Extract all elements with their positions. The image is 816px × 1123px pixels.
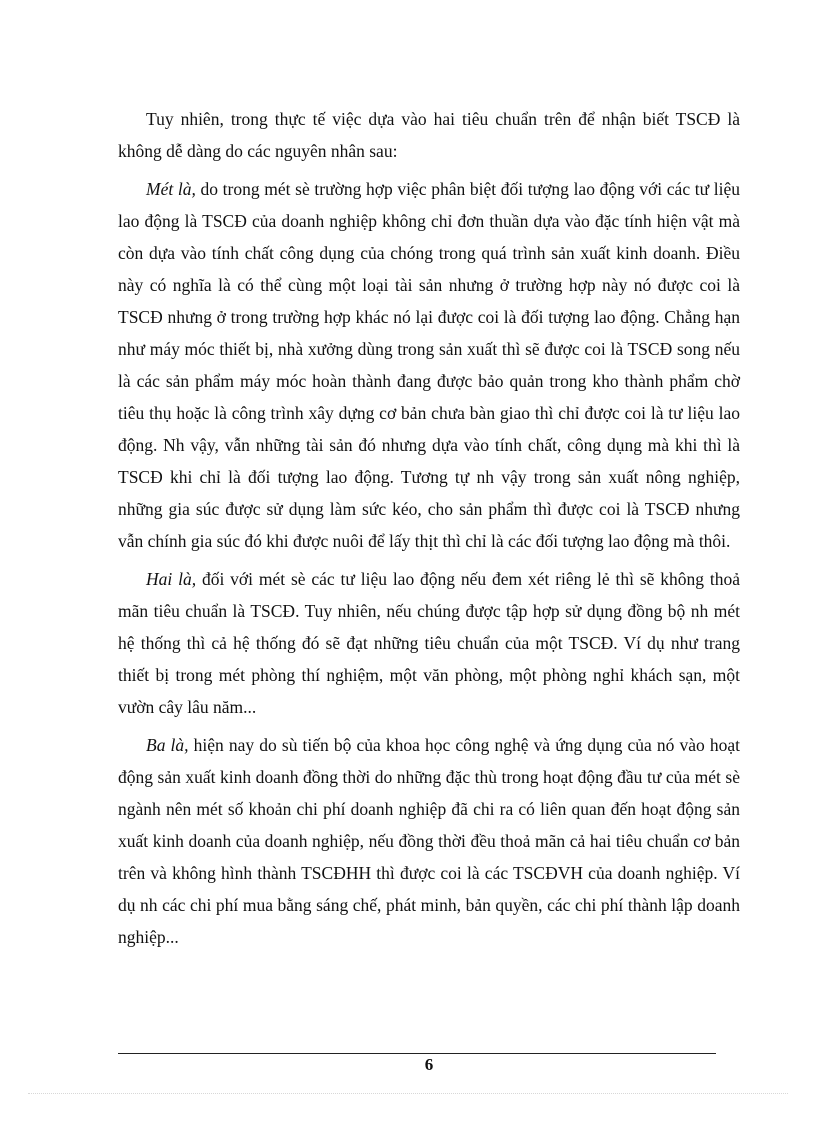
paragraph-ba-la	[118, 729, 740, 953]
page-number: 6	[424, 1055, 434, 1074]
paragraph-intro	[118, 103, 740, 167]
paragraph-mot-la	[118, 173, 740, 557]
paragraph-text: hiện nay do sù tiến bộ của khoa học công nghệ và ứng dụng của nó vào hoạt động sản xuất kinh doanh đồng thời do những đặc thù trong hoạt động đầu tư của mét sè ngành nên mét số khoản chi phí doanh nghiệp đã chi ra có liên quan đến hoạt động sản xuất kinh doanh của doanh nghiệp, nếu đồng thời đều thoả mãn cả hai tiêu chuẩn cơ bản trên và không hình thành TSCĐHH thì được coi là các TSCĐVH của doanh nghiệp. Ví dụ nh các chi phí mua bằng sáng chế, phát minh, bản quyền, các chi phí thành lập doanh nghiệp...	[118, 735, 740, 947]
body-text	[118, 103, 740, 959]
paragraph-lead: Hai là,	[146, 569, 197, 589]
paragraph-lead: Ba là,	[146, 735, 189, 755]
paragraph-text: Tuy nhiên, trong thực tế việc dựa vào hai tiêu chuẩn trên để nhận biết TSCĐ là không dễ dàng do các nguyên nhân sau:	[118, 109, 740, 161]
paragraph-text: do trong mét sè trường hợp việc phân biệt đối tượng lao động với các tư liệu lao động là TSCĐ của doanh nghiệp không chỉ đơn thuần dựa vào đặc tính hiện vật mà còn dựa vào tính chất công dụng của chóng trong quá trình sản xuất kinh doanh. Điều này có nghĩa là có thể cùng một loại tài sản nhưng ở trường hợp này nó được coi là TSCĐ nhưng ở trong trường hợp khác nó lại được coi là đối tượng lao động. Chẳng hạn như máy móc thiết bị, nhà xưởng dùng trong sản xuất thì sẽ được coi là TSCĐ song nếu là các sản phẩm máy móc hoàn thành đang được bảo quản trong kho thành phẩm chờ tiêu thụ hoặc là công trình xây dựng cơ bản chưa bàn giao thì chỉ được coi là tư liệu lao động. Nh vậy, vẫn những tài sản đó nhưng dựa vào tính chất, công dụng mà khi thì là TSCĐ khi chỉ là đối tượng lao động. Tương tự nh vậy trong sản xuất nông nghiệp, những gia súc được sử dụng làm sức kéo, cho sản phẩm thì được coi là TSCĐ nhưng vẫn chính gia súc đó khi được nuôi để lấy thịt thì chỉ là các đối tượng lao động mà thôi.	[118, 179, 740, 551]
paragraph-lead: Mét là,	[146, 179, 196, 199]
page-bottom-edge	[28, 1093, 788, 1094]
paragraph-text: đối với mét sè các tư liệu lao động nếu đem xét riêng lẻ thì sẽ không thoả mãn tiêu chuẩn là TSCĐ. Tuy nhiên, nếu chúng được tập hợp sử dụng đồng bộ nh mét hệ thống thì cả hệ thống đó sẽ đạt những tiêu chuẩn của một TSCĐ. Ví dụ như trang thiết bị trong mét phòng thí nghiệm, một văn phòng, một phòng nghỉ khách sạn, một vườn cây lâu năm...	[118, 569, 740, 717]
footer-divider	[118, 1053, 716, 1054]
paragraph-hai-la	[118, 563, 740, 723]
